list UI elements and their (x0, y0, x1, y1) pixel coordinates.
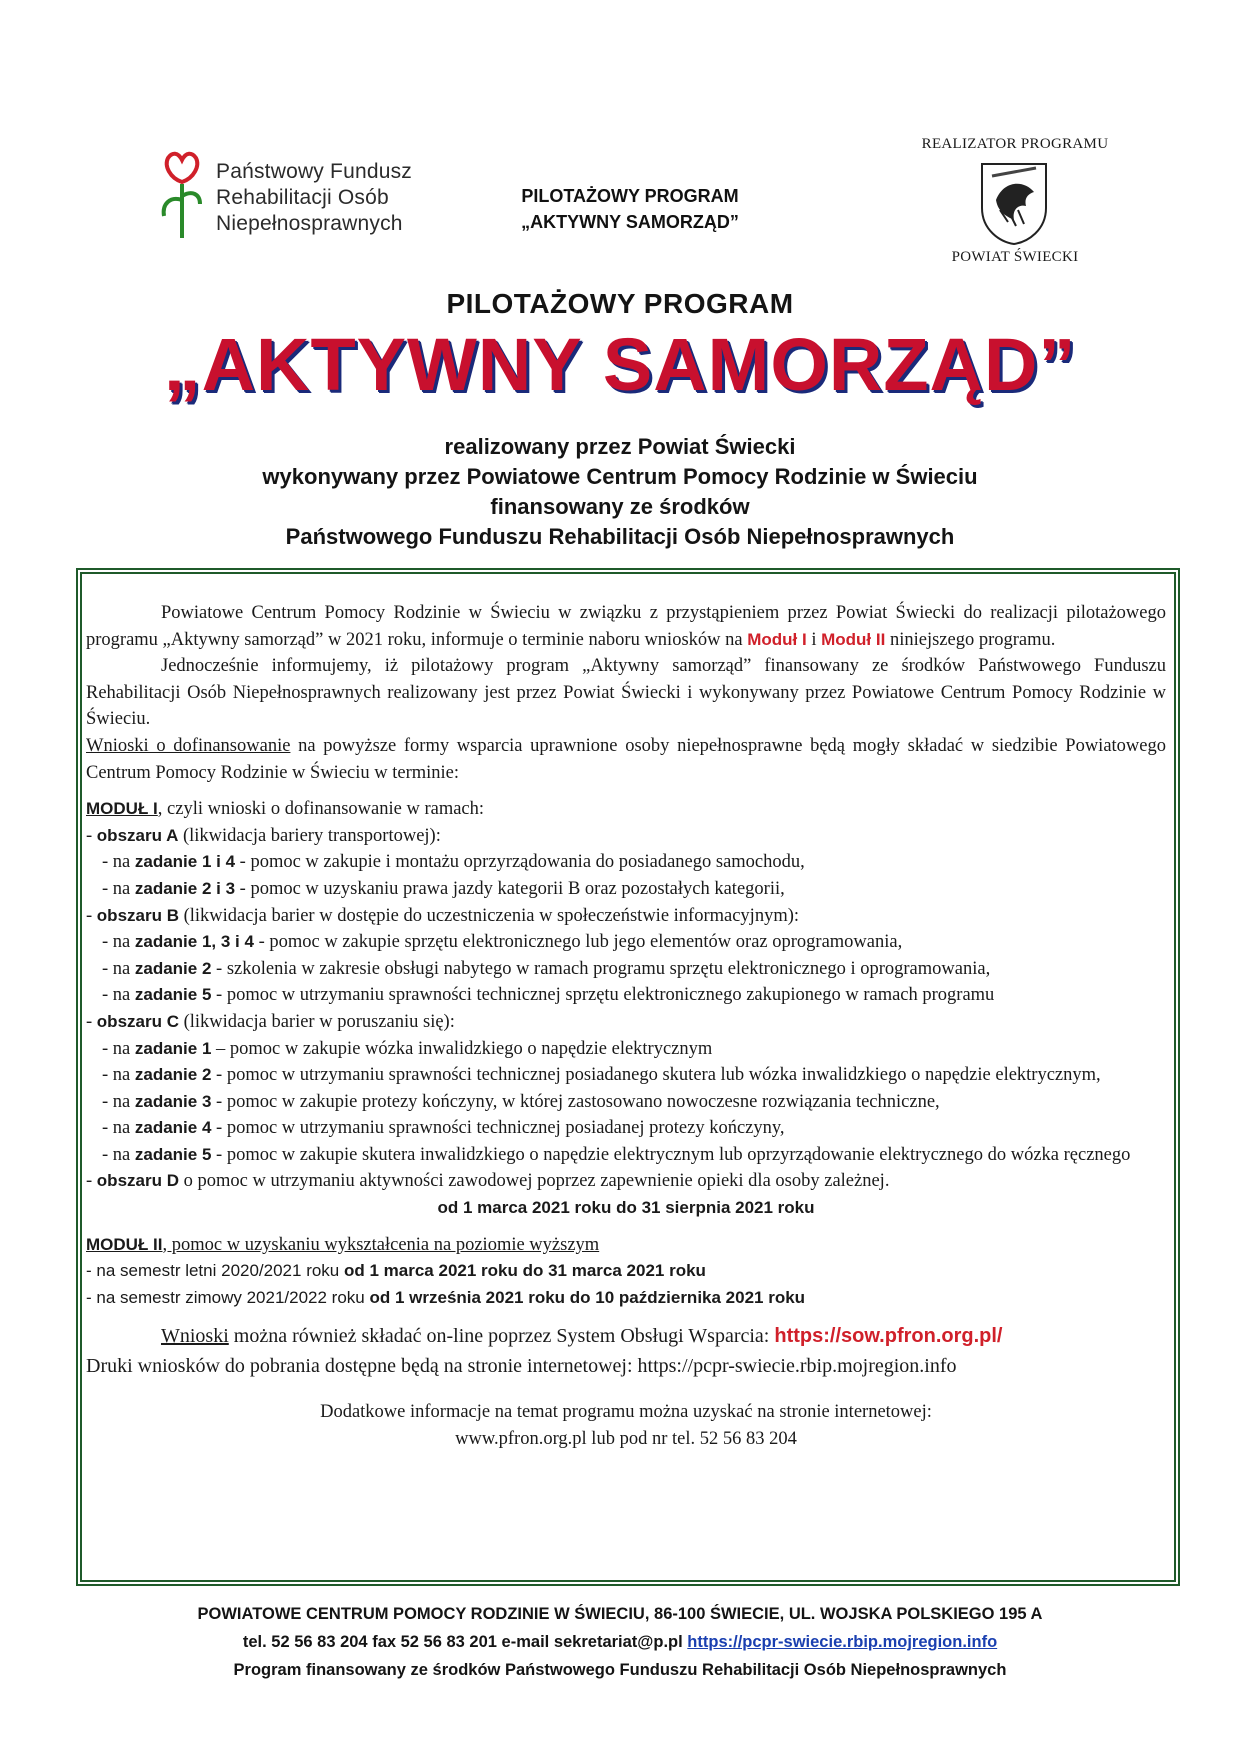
module-1-heading (86, 796, 1166, 823)
footer-address: POWIATOWE CENTRUM POMOCY RODZINIE W ŚWIECIU, 86-100 ŚWIECIE, UL. WOJSKA POLSKIEGO 195 A (197, 1605, 1043, 1623)
task-b1-label: zadanie 1, 3 i 4 (134, 932, 254, 952)
subtitle-line-4: Państwowego Funduszu Rehabilitacji Osób Niepełnosprawnych (285, 524, 955, 549)
pfron-name-line-2: Rehabilitacji Osób (216, 186, 389, 209)
task-a2-text: - pomoc w uzyskaniu prawa jazdy kategorii B oraz pozostałych kategorii, (235, 878, 785, 899)
task-a1-text: - pomoc w zakupie i montażu oprzyrządowania do posiadanego samochodu, (235, 852, 805, 873)
area-d-text: o pomoc w utrzymaniu aktywności zawodowej poprzez zapewnienie opieki dla osoby zależnej. (178, 1171, 890, 1192)
task-c3-text: - pomoc w zakupie protezy kończyny, w której zastosowano nowoczesne rozwiązania techniczne, (211, 1091, 940, 1112)
task-b2-text: - szkolenia w zakresie obsługi nabytego w ramach programu sprzętu elektronicznego i oprogramowania, (211, 958, 991, 979)
footer-bip-link[interactable]: https://pcpr-swiecie.rbip.mojregion.info (687, 1633, 998, 1651)
extra-info-line-2: www.pfron.org.pl lub pod nr tel. 52 56 83 204 (455, 1429, 797, 1450)
task-c4-text: - pomoc w utrzymaniu sprawności technicznej posiadanej protezy kończyny, (211, 1118, 785, 1139)
applications-label: Wnioski o dofinansowanie (86, 735, 291, 756)
powiat-crest-icon (978, 160, 1050, 246)
module-2-text: , pomoc w uzyskaniu wykształcenia na poziomie wyższym (162, 1234, 600, 1255)
task-b3-label: zadanie 5 (134, 985, 212, 1005)
area-d-label: obszaru D (96, 1171, 179, 1191)
area-a-label: obszaru A (96, 825, 179, 845)
task-c3-label: zadanie 3 (134, 1091, 212, 1111)
task-b1: - na zadanie 1, 3 i 4 - pomoc w zakupie sprzętu elektronicznego lub jego elementów oraz oprogramowania, (102, 932, 903, 953)
task-c2: - na zadanie 2 - pomoc w utrzymaniu sprawności technicznej posiadanego skutera lub wózka inwalidzkiego o napędzie elektrycznym, (102, 1065, 1101, 1086)
intro-text: Powiatowe Centrum Pomocy Rodzinie w Świeciu w związku z przystąpieniem przez Powiat Świecki do realizacji pilotażowego programu „Aktywny samorząd” w 2021 roku, informuje o terminie naboru wniosków na (86, 603, 1166, 650)
area-b-text: (likwidacja barier w dostępie do uczestniczenia w społeczeństwie informacyjnym): (178, 905, 800, 926)
paragraph-financing: Jednocześnie informujemy, iż pilotażowy program „Aktywny samorząd” finansowany ze środków Państwowego Funduszu Rehabilitacji Osób Niepełnosprawnych realizowany jest przez Powiat Świecki i wykonywany przez Powiatowe Centrum Pomocy Rodzinie w Świeciu. (86, 656, 1166, 730)
area-a: - obszaru A (likwidacja bariery transportowej): (86, 825, 441, 846)
semester-summer-label: na semestr letni 2020/2021 roku (96, 1261, 344, 1281)
pfron-logo (158, 150, 438, 250)
semester-winter: - na semestr zimowy 2021/2022 roku od 1 września 2021 roku do 10 października 2021 roku (86, 1287, 806, 1307)
header-program-line-1: PILOTAŻOWY PROGRAM (521, 186, 739, 206)
area-b-label: obszaru B (96, 905, 179, 925)
task-c4-label: zadanie 4 (134, 1118, 212, 1138)
task-c1-text: – pomoc w zakupie wózka inwalidzkiego o napędzie elektrycznym (211, 1038, 713, 1059)
tulip-logo-icon (158, 150, 206, 246)
online-label: Wnioski (161, 1325, 229, 1348)
task-b3: - na zadanie 5 - pomoc w utrzymaniu sprawności technicznej sprzętu elektronicznego zakupionego w ramach programu (102, 985, 995, 1006)
header-program-name (470, 183, 790, 235)
task-c5: - na zadanie 5 - pomoc w zakupie skutera inwalidzkiego o napędzie elektrycznym lub oprzyrządowanie elektrycznego do wózka ręcznego (102, 1144, 1131, 1165)
task-c1-label: zadanie 1 (134, 1038, 212, 1058)
task-c5-text: - pomoc w zakupie skutera inwalidzkiego o napędzie elektrycznym lub oprzyrządowanie elektrycznego do wózka ręcznego (211, 1144, 1131, 1165)
module-2-ref: Moduł II (821, 629, 886, 649)
program-title: „AKTYWNY SAMORZĄD” (163, 323, 1077, 406)
task-a1: - na zadanie 1 i 4 - pomoc w zakupie i montażu oprzyrządowania do posiadanego samochodu, (102, 852, 805, 873)
footer (0, 1600, 1240, 1684)
realizator-label: REALIZATOR PROGRAMU (921, 136, 1109, 152)
area-b: - obszaru B (likwidacja barier w dostępie do uczestniczenia w społeczeństwie informacyjnym): (86, 905, 800, 926)
task-b1-text: - pomoc w zakupie sprzętu elektronicznego lub jego elementów oraz oprogramowania, (253, 932, 903, 953)
forms-info: Druki wniosków do pobrania dostępne będą na stronie internetowej: https://pcpr-swiecie.rbip.mojregion.info (86, 1355, 957, 1378)
module-1-label: MODUŁ I (86, 799, 158, 819)
task-c3: - na zadanie 3 - pomoc w zakupie protezy kończyny, w której zastosowano nowoczesne rozwiązania techniczne, (102, 1091, 940, 1112)
powiat-label: POWIAT ŚWIECKI (951, 249, 1079, 265)
module-2-heading (86, 1232, 1166, 1259)
module-1-term: od 1 marca 2021 roku do 31 sierpnia 2021 roku (437, 1198, 815, 1218)
area-c: - obszaru C (likwidacja barier w poruszaniu się): (86, 1011, 455, 1032)
task-c1: - na zadanie 1 – pomoc w zakupie wózka inwalidzkiego o napędzie elektrycznym (102, 1038, 713, 1059)
footer-funding: Program finansowany ze środków Państwowego Funduszu Rehabilitacji Osób Niepełnosprawnych (233, 1661, 1007, 1679)
intro-end: niniejszego programu. (885, 629, 1056, 650)
module-1-ref: Moduł I (747, 629, 807, 649)
task-a2: - na zadanie 2 i 3 - pomoc w uzyskaniu prawa jazdy kategorii B oraz pozostałych kategorii, (102, 878, 785, 899)
program-subtitles (0, 432, 1240, 552)
semester-summer: - na semestr letni 2020/2021 roku od 1 marca 2021 roku do 31 marca 2021 roku (86, 1261, 706, 1281)
area-c-text: (likwidacja barier w poruszaniu się): (178, 1011, 455, 1032)
task-c2-text: - pomoc w utrzymaniu sprawności technicznej posiadanego skutera lub wózka inwalidzkiego o napędzie elektrycznym, (211, 1065, 1101, 1086)
footer-contact (0, 1628, 1240, 1656)
footer-contact-text: tel. 52 56 83 204 fax 52 56 83 201 e-mail sekretariat@p.pl (242, 1633, 688, 1651)
extra-info-line-1: Dodatkowe informacje na temat programu można uzyskać na stronie internetowej: (320, 1402, 932, 1423)
task-c5-label: zadanie 5 (134, 1144, 212, 1164)
module-2-label: MODUŁ II (86, 1234, 163, 1254)
pfron-name-line-1: Państwowy Fundusz (216, 160, 412, 183)
semester-winter-term: od 1 września 2021 roku do 10 października 2021 roku (369, 1287, 806, 1307)
intro-conj: i (806, 629, 822, 650)
header-program-line-2: „AKTYWNY SAMORZĄD” (521, 212, 739, 232)
sow-link[interactable]: https://sow.pfron.org.pl/ (774, 1325, 1003, 1348)
task-b2-label: zadanie 2 (134, 958, 212, 978)
area-c-label: obszaru C (96, 1011, 179, 1031)
pfron-name-line-3: Niepełnosprawnych (216, 212, 403, 235)
subtitle-line-3: finansowany ze środków (490, 494, 750, 519)
subtitle-line-1: realizowany przez Powiat Świecki (444, 434, 796, 459)
area-d: - obszaru D o pomoc w utrzymaniu aktywności zawodowej poprzez zapewnienie opieki dla osoby zależnej. (86, 1171, 890, 1192)
online-text: można również składać on-line poprzez System Obsługi Wsparcia: (228, 1325, 775, 1348)
area-a-text: (likwidacja bariery transportowej): (178, 825, 441, 846)
task-b2: - na zadanie 2 - szkolenia w zakresie obsługi nabytego w ramach programu sprzętu elektronicznego i oprogramowania, (102, 958, 991, 979)
subtitle-line-2: wykonywany przez Powiatowe Centrum Pomocy Rodzinie w Świeciu (262, 464, 978, 489)
task-a2-label: zadanie 2 i 3 (134, 878, 236, 898)
task-c4: - na zadanie 4 - pomoc w utrzymaniu sprawności technicznej posiadanej protezy kończyny, (102, 1118, 785, 1139)
module-1-text: , czyli wnioski o dofinansowanie w ramach: (157, 799, 485, 820)
semester-winter-label: na semestr zimowy 2021/2022 roku (96, 1287, 370, 1307)
where-text: na powyższe formy wsparcia uprawnione osoby niepełnosprawne będą mogły składać w siedzibie Powiatowego Centrum Pomocy Rodzinie w Świeciu w terminie: (86, 735, 1166, 783)
task-c2-label: zadanie 2 (134, 1065, 212, 1085)
program-kicker: PILOTAŻOWY PROGRAM (446, 288, 794, 319)
task-b3-text: - pomoc w utrzymaniu sprawności technicznej sprzętu elektronicznego zakupionego w ramach programu (211, 985, 995, 1006)
semester-summer-term: od 1 marca 2021 roku do 31 marca 2021 roku (344, 1261, 706, 1281)
announcement-body (86, 600, 1166, 1453)
paragraph-intro (86, 600, 1166, 653)
online-info (86, 1321, 1166, 1351)
paragraph-where (86, 733, 1166, 786)
task-a1-label: zadanie 1 i 4 (134, 852, 236, 872)
